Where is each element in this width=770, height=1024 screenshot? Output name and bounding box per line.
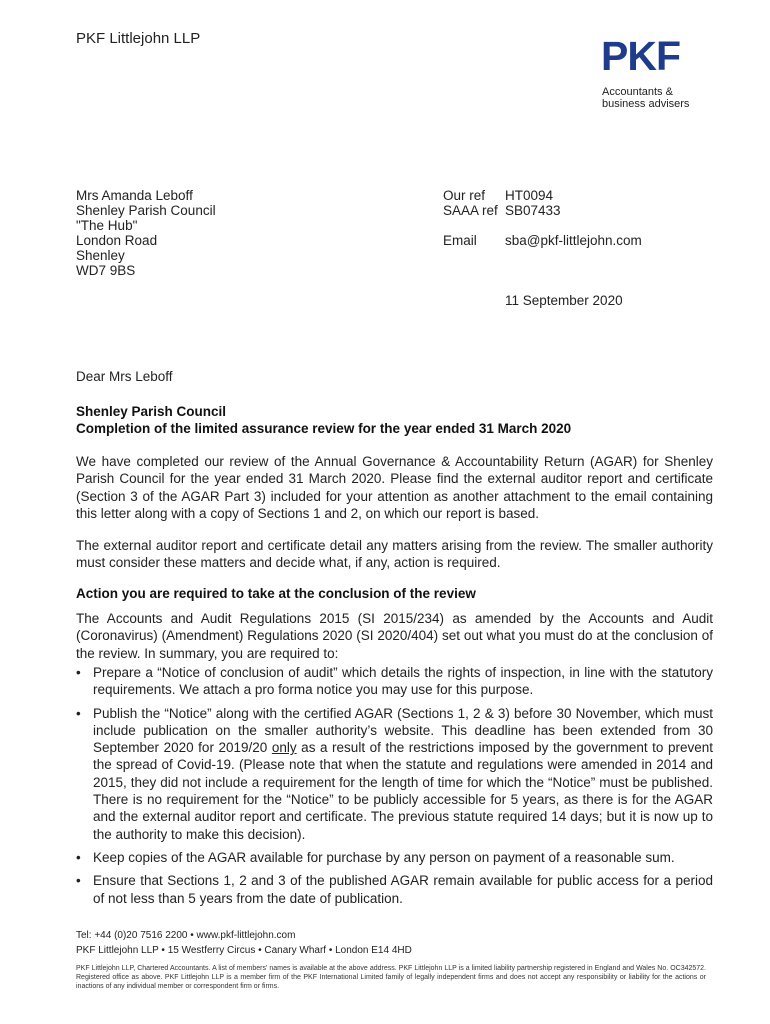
saaa-ref-row [443, 203, 642, 218]
our-ref-row [443, 188, 642, 203]
address-line: Mrs Amanda Leboff [76, 188, 193, 203]
requirements-list [76, 664, 713, 913]
subject-line-1: Shenley Parish Council [76, 404, 227, 419]
paragraph-2: The external auditor report and certificate detail any matters arising from the review. The smaller authority must consider these matters and decide what, if any, action is required. [76, 538, 713, 571]
recipient-address [76, 188, 216, 278]
email-value[interactable]: sba@pkf-littlejohn.com [505, 233, 642, 248]
list-item [76, 872, 713, 907]
firm-name: PKF Littlejohn LLP [76, 30, 201, 47]
list-item-text: Prepare a “Notice of conclusion of audit” which details the rights of inspection, in line with the statutory requirements. We attach a pro forma notice you may use for this purpose. [93, 665, 713, 698]
address-line: Shenley Parish Council [76, 203, 216, 218]
paragraph-3: The Accounts and Audit Regulations 2015 (SI 2015/234) as amended by the Accounts and Audit (Coronavirus) (Amendment) Regulations 2020 (SI 2020/404) set out what you must do at the conclusion of the review. In summary, you are required to: [76, 611, 713, 661]
email-label: Email [443, 233, 477, 248]
salutation: Dear Mrs Leboff [76, 369, 173, 384]
bullet-icon: • [76, 705, 81, 721]
email-row [443, 233, 642, 248]
footer-line-1: Tel: +44 (0)20 7516 2200 • www.pkf-littlejohn.com [76, 930, 296, 941]
address-line: Shenley [76, 248, 125, 263]
bullet-icon: • [76, 873, 81, 889]
list-item [76, 705, 713, 843]
tagline [602, 86, 689, 110]
address-line: London Road [76, 233, 158, 248]
letter-date: 11 September 2020 [505, 293, 623, 308]
list-item-text-part-2: as a result of the restrictions imposed by the government to prevent the spread of Covid-19. (Please note that when the statute and regulations were amended in 2014 and 2015, they did not include a requirement for the length of time for which the “Notice” must be published. There is no requirement for the “Notice” to be publicly accessible for 5 years, as there is for the AGAR and the external auditor report and certificate. The previous statute required 14 days; but it is now up to the authority to make this decision). [93, 740, 713, 842]
tagline-line-2: business advisers [602, 98, 690, 110]
tagline-line-1: Accountants & [602, 86, 673, 98]
footer-legal-notice: PKF Littlejohn LLP, Chartered Accountants. A list of members' names is available at the above address. PKF Littlejohn LLP is a limited liability partnership registered in England and Wales No. OC342572. Registered office as above. PKF Littlejohn LLP is a member firm of the PKF International Limited family of legally independent firms and does not accept any responsibility or liability for the actions or inactions of any individual member or correspondent firm or firms. [76, 965, 706, 990]
paragraph-1: We have completed our review of the Annual Governance & Accountability Return (AGAR) for Shenley Parish Council for the year ended 31 March 2020. Please find the external auditor report and certificate (Section 3 of the AGAR Part 3) included for your attention as another attachment to the email containing this letter along with a copy of Sections 1 and 2, on which our report is based. [76, 454, 713, 521]
reference-block [443, 188, 642, 248]
list-item-text: Ensure that Sections 1, 2 and 3 of the published AGAR remain available for public access for a period of not less than 5 years from the date of publication. [93, 873, 713, 906]
saaa-ref-label: SAAA ref [443, 203, 498, 218]
bullet-icon: • [76, 849, 81, 865]
saaa-ref-value: SB07433 [505, 203, 561, 218]
our-ref-label: Our ref [443, 188, 486, 203]
address-line: WD7 9BS [76, 263, 136, 278]
subject-line-2: Completion of the limited assurance review for the year ended 31 March 2020 [76, 421, 572, 436]
pkf-logo [601, 36, 687, 79]
list-item [76, 849, 713, 866]
list-item-emphasis: only [271, 740, 297, 756]
address-line: "The Hub" [76, 218, 138, 233]
our-ref-value: HT0094 [505, 188, 554, 203]
footer-contact [76, 928, 412, 958]
bullet-icon: • [76, 665, 81, 680]
pkf-logo-mark [601, 36, 687, 74]
logo-text: PKF [601, 36, 680, 74]
subject-block [76, 403, 571, 437]
section-heading: Action you are required to take at the conclusion of the review [76, 586, 476, 601]
list-item [76, 664, 713, 699]
list-item-text-part-1: Publish the “Notice” along with the certified AGAR (Sections 1, 2 & 3) before 30 November, which must include publication on the smaller authority’s website. This deadline has been extended from 30 September 2020 for 2019/20 [93, 705, 713, 756]
footer-line-2: PKF Littlejohn LLP • 15 Westferry Circus • Canary Wharf • London E14 4HD [76, 945, 412, 956]
list-item-text: Keep copies of the AGAR available for purchase by any person on payment of a reasonable sum. [93, 849, 675, 865]
